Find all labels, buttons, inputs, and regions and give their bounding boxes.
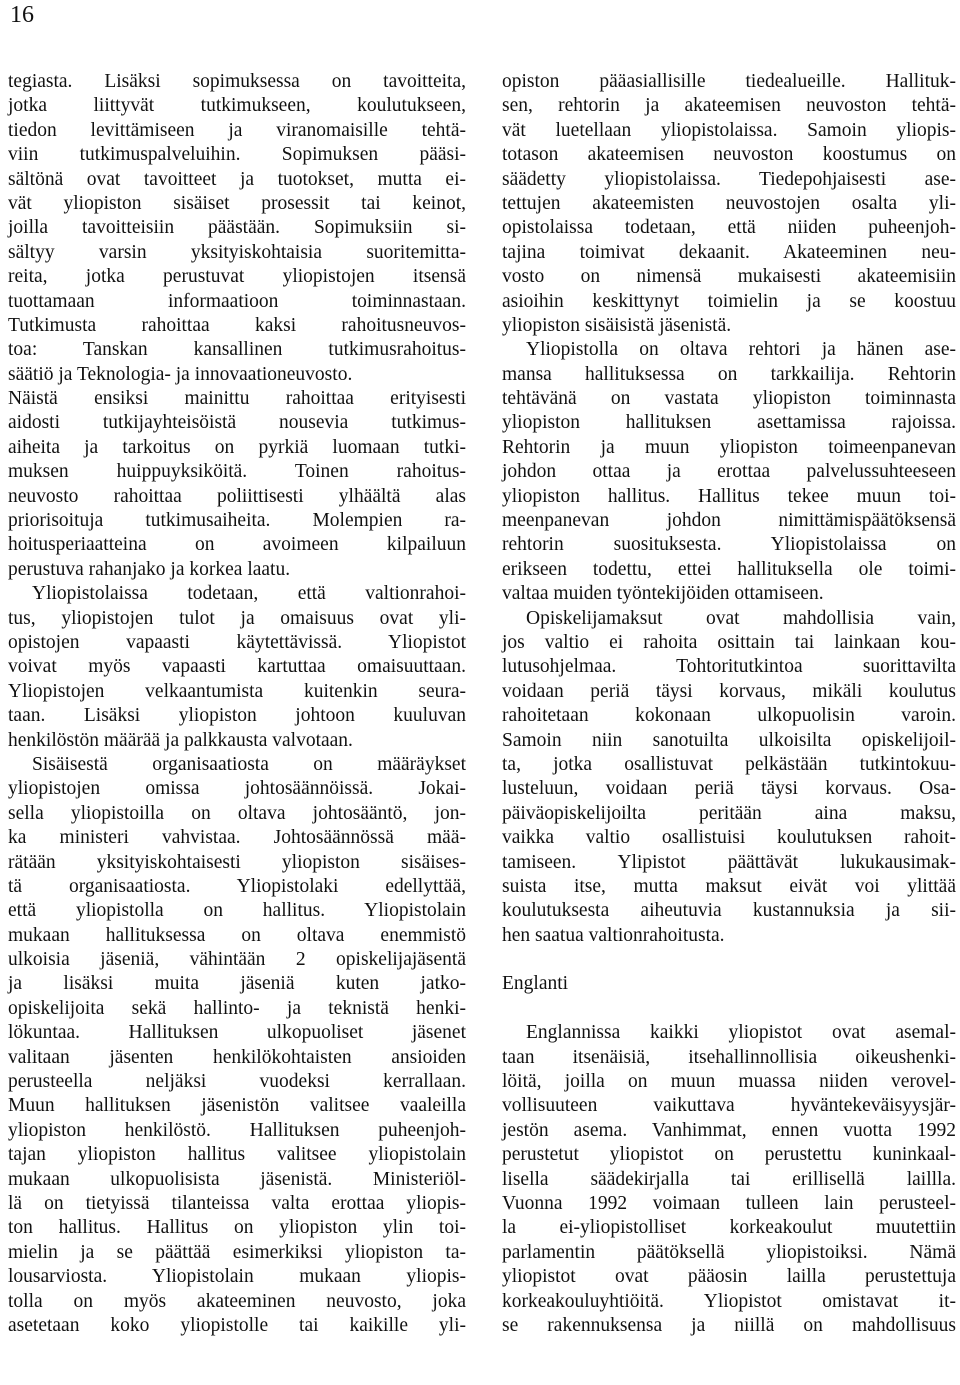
- text-line: tä organisaatiosta. Yliopistolaki edellyttää,: [8, 875, 466, 897]
- text-line: yliopistojen omissa johtosäännöissä. Jokai-: [8, 778, 466, 800]
- text-line: yliopiston sisäisistä jäsenistä.: [502, 314, 732, 336]
- text-line: voivat myös vapaasti kartuttaa omaisuuttaan.: [8, 656, 466, 678]
- text-line: tehtävänä on vastata yliopiston toiminnasta: [502, 388, 956, 410]
- text-line: opiston pääasiallisille tiedealueille. Hallituk-: [502, 71, 956, 92]
- text-line: johdon ottaa ja erottaa palvelussuhteeseen: [502, 461, 956, 483]
- text-line: tolla on myös akateeminen neuvosto, joka: [8, 1290, 466, 1312]
- text-line: vät luetellaan yliopistolaissa. Samoin yliopis-: [502, 119, 956, 141]
- text-line: Yliopistolaissa todetaan, että valtionrahoi-: [32, 583, 466, 605]
- text-line: valitaan jäsenten henkilökohtaisten ansioiden: [8, 1046, 466, 1068]
- text-line: aidosti tutkijayhteisöistä nousevia tutkimus-: [8, 412, 466, 434]
- text-line: lutusohjelmaa. Tohtoritutkintoa suorittavilta: [502, 656, 956, 678]
- text-line: sältyy varsin yksityiskohtaisia suoritemitta-: [8, 241, 466, 263]
- text-line: asetetaan koko yliopistolle tai kaikille yli-: [8, 1314, 466, 1336]
- text-line: jos valtio ei rahoita osittain tai lainkaan kou-: [502, 631, 956, 653]
- page-number: 16: [10, 2, 34, 28]
- blank-line: [502, 997, 956, 1021]
- text-line: henkilöstön määrää ja palkkausta valvotaan.: [8, 729, 353, 751]
- text-line: Muun hallituksen jäsenistön valitsee vaaleilla: [8, 1095, 466, 1117]
- text-line: asioihin keskittynyt toimielin ja se koostuu: [502, 290, 956, 312]
- text-line: korkeakouluyhtiöitä. Yliopistot omistavat it-: [502, 1290, 956, 1312]
- text-line: meenpanevan johdon nimittämispäätöksensä: [502, 510, 956, 532]
- text-line: päiväopiskelijoilta peritään aina maksu,: [502, 802, 956, 824]
- text-line: vaikka valtio osallistuisi koulutuksen rahoit-: [502, 827, 956, 849]
- text-line: tiedon levittämiseen ja viranomaisille tehtä-: [8, 119, 466, 141]
- left-text-column: [8, 70, 466, 1338]
- text-line: säädetty yliopistolaissa. Tiedepohjaisesti ase-: [502, 168, 956, 190]
- text-line: muksen huippuyksiköitä. Toinen rahoitus-: [8, 461, 466, 483]
- text-line: tajina toimivat dekaanit. Akateeminen neu-: [502, 241, 956, 263]
- text-line: tus, yliopistojen tulot ja omaisuus ovat yli-: [8, 607, 466, 629]
- text-line: viin tutkimuspalveluihin. Sopimuksen pääsi-: [8, 144, 466, 166]
- text-line: Yliopistojen velkaantumista kuitenkin seura-: [8, 680, 466, 702]
- text-line: Rehtorin ja muun yliopiston toimeenpanevan: [502, 436, 956, 458]
- text-line: mansa hallituksessa on tarkkailija. Rehtorin: [502, 363, 956, 385]
- text-line: neuvosto rahoittaa poliittisesti ylhäältä alas: [8, 485, 466, 507]
- text-line: yliopistot ovat pääosin lailla perustettuja: [502, 1266, 956, 1288]
- text-line: Sisäisestä organisaatiosta on määräykset: [32, 753, 466, 775]
- text-line: sella yliopistoilla on oltava johtosääntö, jon-: [8, 802, 466, 824]
- text-line: löitä, joilla on muun muassa niiden verovel-: [502, 1071, 956, 1093]
- text-line: yliopiston hallituksen asettamissa rajoissa.: [502, 412, 956, 434]
- text-line: lä on tietyissä tilanteissa valta erottaa yliopis-: [8, 1192, 466, 1214]
- blank-line: [502, 948, 956, 972]
- text-line: säätiö ja Teknologia- ja innovaationeuvosto.: [8, 363, 353, 385]
- text-line: voidaan periä täysi korvaus, mikäli koulutus: [502, 680, 956, 702]
- text-line: hen saatua valtionrahoitusta.: [502, 924, 725, 946]
- text-line: opistolaissa todetaan, että niiden puheenjoh-: [502, 217, 956, 239]
- text-line: toa: Tanskan kansallinen tutkimusrahoitus-: [8, 339, 466, 361]
- text-line: mukaan ulkopuolisista jäsenistä. Ministeriöl-: [8, 1168, 466, 1190]
- text-line: tegiasta. Lisäksi sopimuksessa on tavoitteita,: [8, 71, 466, 92]
- text-line: priorisoituja tutkimusaiheita. Molempien ra-: [8, 510, 466, 532]
- right-text-column: [502, 70, 956, 1338]
- text-line: sen, rehtorin ja akateemisen neuvoston tehtä-: [502, 95, 956, 117]
- text-line: suista itse, mutta maksut eivät voi ylittää: [502, 875, 956, 897]
- text-line: ulkoisia jäseniä, vähintään 2 opiskelijajäsentä: [8, 949, 466, 971]
- text-line: yliopiston henkilöstö. Hallituksen puheenjoh-: [8, 1119, 466, 1141]
- text-line: aiheita ja tarkoitus on pyrkiä luomaan tutki-: [8, 436, 466, 458]
- text-line: rahoitetaan kokonaan ulkopuolisin varoin.: [502, 705, 956, 727]
- text-line: perustuva rahanjako ja korkea laatu.: [8, 558, 291, 580]
- text-line: ka ministeri vahvistaa. Johtosäännössä mää-: [8, 827, 466, 849]
- text-line: Englannissa kaikki yliopistot ovat asemal-: [526, 1022, 956, 1044]
- text-line: Näistä ensiksi mainittu rahoittaa erityisesti: [8, 388, 466, 410]
- text-line: rätään yksityiskohtaisesti yliopiston sisäises-: [8, 851, 466, 873]
- text-line: perusteella neljäksi vuodeksi kerrallaan.: [8, 1071, 466, 1093]
- text-line: vosto on nimensä mukaisesti akateemisiin: [502, 266, 956, 288]
- text-line: lusteluun, voidaan periä täysi korvaus. Osa-: [502, 778, 956, 800]
- text-line: valtaa muiden työntekijöiden ottamiseen.: [502, 583, 824, 605]
- text-line: Samoin niin sanotuilta ulkoisilta opiskelijoil-: [502, 729, 956, 751]
- text-line: opiskelijoita sekä hallinto- ja teknistä henki-: [8, 997, 466, 1019]
- text-line: tettujen akateemisten neuvostojen osalta yli-: [502, 192, 956, 214]
- text-line: ton hallitus. Hallitus on yliopiston ylin toi-: [8, 1217, 466, 1239]
- text-line: opistojen vapaasti käytettävissä. Yliopistot: [8, 631, 466, 653]
- text-line: lousarviosta. Yliopistolain mukaan yliopis-: [8, 1266, 466, 1288]
- text-line: erikseen todettu, ettei hallituksella ole toimi-: [502, 558, 956, 580]
- text-line: reita, jotka perustuvat yliopistojen itsensä: [8, 266, 466, 288]
- text-line: vollisuuteen vaikuttava hyväntekeväisyysjär-: [502, 1095, 956, 1117]
- text-line: jestön asema. Vanhimmat, ennen vuotta 1992: [502, 1119, 956, 1141]
- text-line: perustetut yliopistot on perustettu kuninkaal-: [502, 1144, 956, 1166]
- text-line: la ei-yliopistolliset korkeakoulut muutettiin: [502, 1217, 956, 1239]
- text-line: parlamentin päätöksellä yliopistoiksi. Nämä: [502, 1241, 956, 1263]
- text-line: tajan yliopiston hallitus valitsee yliopistolain: [8, 1144, 466, 1166]
- text-line: että yliopistolla on hallitus. Yliopistolain: [8, 900, 466, 922]
- text-line: sältönä ovat tavoitteet ja tuotokset, mutta ei-: [8, 168, 466, 190]
- text-line: totason akateemisen neuvoston koostumus on: [502, 144, 956, 166]
- text-line: lökuntaa. Hallituksen ulkopuoliset jäsenet: [8, 1022, 466, 1044]
- text-line: hoitusperiaatteina on avoimeen kilpailuun: [8, 534, 466, 556]
- text-line: tamiseen. Ylipistot päättävät lukukausimak-: [502, 851, 956, 873]
- text-line: mielin ja se päättää esimerkiksi yliopiston ta-: [8, 1241, 466, 1263]
- text-line: taan. Lisäksi yliopiston johtoon kuuluvan: [8, 705, 466, 727]
- section-heading: Englanti: [502, 973, 569, 995]
- text-line: vät yliopiston sisäiset prosessit tai keinot,: [8, 192, 466, 214]
- text-line: lisella säädekirjalla tai erillisellä laillla.: [502, 1168, 956, 1190]
- text-line: joilla tavoitteisiin päästään. Sopimuksiin si-: [8, 217, 466, 239]
- text-line: Vuonna 1992 voimaan tulleen lain perusteel-: [502, 1192, 956, 1214]
- text-line: ja lisäksi muita jäseniä kuten jatko-: [8, 973, 466, 995]
- text-line: yliopiston hallitus. Hallitus tekee muun toi-: [502, 485, 956, 507]
- text-line: tuottamaan informaatioon toiminnastaan.: [8, 290, 466, 312]
- text-line: koulutuksesta aiheutuvia kustannuksia ja sii-: [502, 900, 956, 922]
- text-line: taan itsenäisiä, itsehallinnollisia oikeushenki-: [502, 1046, 956, 1068]
- text-line: mukaan hallituksessa on oltava enemmistö: [8, 924, 466, 946]
- text-line: ta, jotka osallistuvat pelkästään tutkintokuu-: [502, 753, 956, 775]
- text-line: rehtorin suosituksesta. Yliopistolaissa on: [502, 534, 956, 556]
- text-line: Tutkimusta rahoittaa kaksi rahoitusneuvos-: [8, 314, 466, 336]
- text-line: Opiskelijamaksut ovat mahdollisia vain,: [526, 607, 956, 629]
- text-line: Yliopistolla on oltava rehtori ja hänen ase-: [526, 339, 956, 361]
- text-line: jotka liittyvät tutkimukseen, koulutukseen,: [8, 95, 466, 117]
- text-line: se rakennuksensa ja niillä on mahdollisuus: [502, 1314, 956, 1336]
